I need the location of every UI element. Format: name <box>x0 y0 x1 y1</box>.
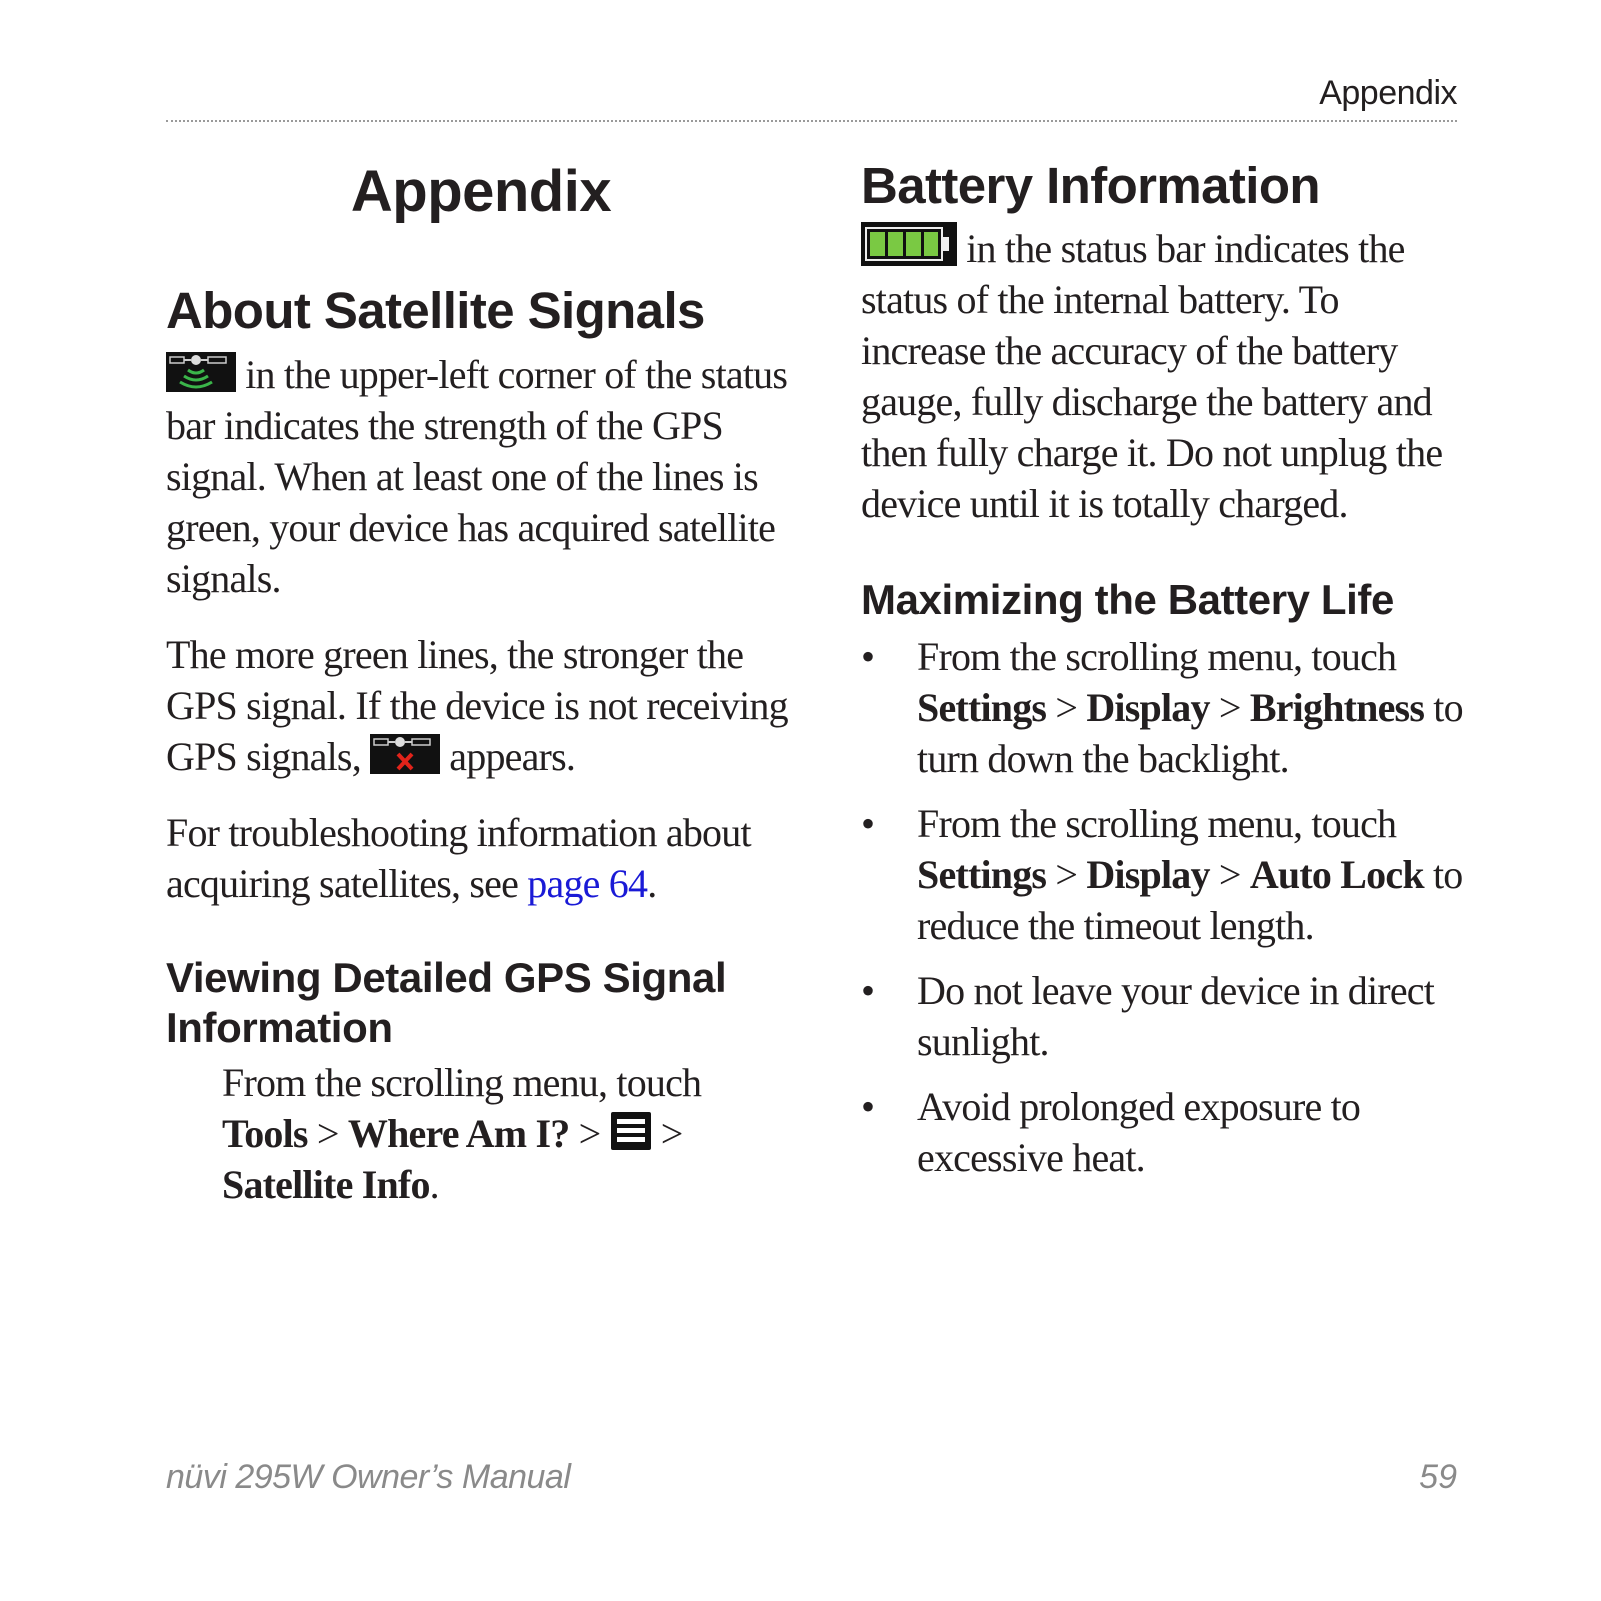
footer-manual-title: nüvi 295W Owner’s Manual <box>166 1458 571 1496</box>
page-number: 59 <box>1419 1458 1457 1496</box>
viewing-instruction: From the scrolling menu, touch Tools > Where Am I? > > Satellite Info. <box>222 1060 702 1207</box>
list-item: • From the scrolling menu, touch Settings > Display > Brightness to turn down the backlight. <box>861 634 1463 781</box>
right-column <box>861 150 1467 1197</box>
satellite-signal-icon <box>166 352 236 392</box>
header-divider <box>166 120 1457 122</box>
menu-icon <box>610 1111 652 1151</box>
list-item: • From the scrolling menu, touch Settings > Display > Auto Lock to reduce the timeout length. <box>861 801 1463 948</box>
satellite-paragraph-3: For troubleshooting information about acquiring satellites, see page 64. <box>166 810 751 906</box>
battery-icon <box>861 222 957 266</box>
section-heading-maximizing: Maximizing the Battery Life <box>861 576 1394 623</box>
battery-paragraph: in the status bar indicates the status of the internal battery. To increase the accuracy of the battery gauge, fully discharge the battery and then fully charge it. Do not unplug the device until it is totally charged. <box>861 222 1467 529</box>
where-am-i-label: Where Am I? <box>347 1111 570 1156</box>
tools-label: Tools <box>222 1111 308 1156</box>
left-column <box>166 150 796 1210</box>
satellite-paragraph-2: The more green lines, the stronger the GPS signal. If the device is not receiving GPS signals, appears. <box>166 632 788 779</box>
running-header: Appendix <box>1319 74 1457 112</box>
page-title: Appendix <box>350 159 612 224</box>
section-heading-battery: Battery Information <box>861 157 1320 214</box>
satellite-info-label: Satellite Info <box>222 1162 430 1207</box>
section-heading-satellite: About Satellite Signals <box>166 282 705 339</box>
satellite-no-signal-icon <box>370 734 440 774</box>
page-64-link[interactable]: page 64 <box>527 861 648 906</box>
list-item: • Do not leave your device in direct sunlight. <box>861 968 1435 1064</box>
satellite-paragraph-1: in the upper-left corner of the status bar indicates the strength of the GPS signal. When at least one of the lines is green, your device has acquired satellite signals. <box>166 352 788 601</box>
section-heading-viewing: Viewing Detailed GPS Signal Information <box>166 954 727 1051</box>
battery-tips-list <box>861 631 1467 1183</box>
list-item: • Avoid prolonged exposure to excessive heat. <box>861 1084 1361 1180</box>
